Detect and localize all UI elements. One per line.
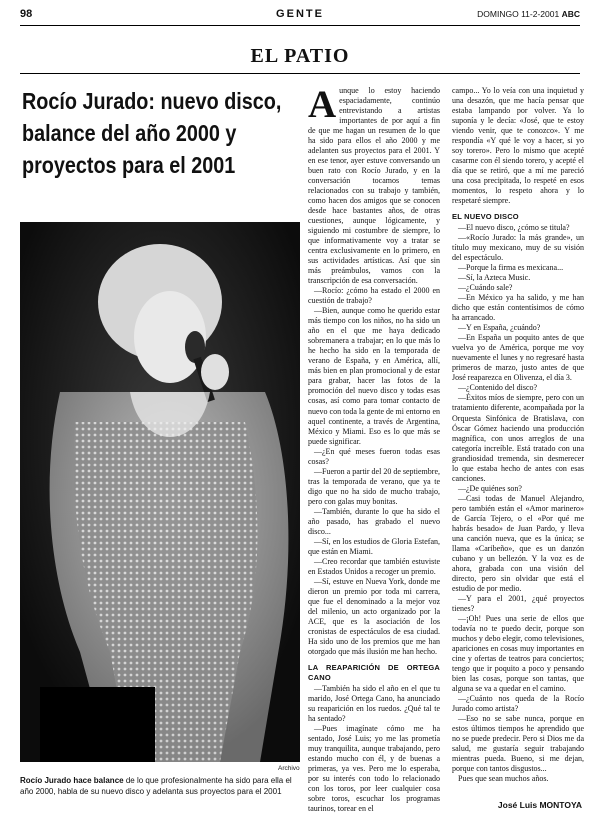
- article-paragraph: —Porque la firma es mexicana...: [458, 263, 564, 273]
- subheading: LA REAPARICIÓN DE ORTEGA CANO: [308, 662, 440, 682]
- author-byline: José Luis MONTOYA: [497, 800, 582, 810]
- article-paragraph: Pues que sean muchos años.: [458, 774, 549, 784]
- article-paragraph: —¡Oh! Pues una serie de ellos que todavía no te puedo decir, porque son muchos y debo elegir, como televisiones, apariciones en cosas muy importantes en cine y ofertas de teatros para conciertos; tengo que ir poquito a poco y pensando bien las cosas, porque son tantas, que alguna se va a quedar en el camino.: [452, 613, 584, 693]
- headline-line: proyectos para el 2001: [22, 152, 236, 178]
- article-paragraph: —En España un poquito antes de que vuelva yo de América, porque me voy nuevamente el lunes y no regresaré hasta primeros de marzo, justo antes de que José reaparezca en Olivenza, el día 3.: [452, 333, 584, 383]
- article-paragraph: —Casi todas de Manuel Alejandro, pero también están el «Amor marinero» de García Tejero, o el «Por qué me habrás besado» de Juan Pardo, y lleva una canción nueva, que es la única; se llama «Caribeño», que es un danzón cubano y un bellezón. Y la voz es de ahora, grabada con una visión del directo, pero sin olvidar que está el estudio de por medio.: [452, 493, 584, 593]
- article-column-1: [308, 83, 440, 814]
- photo-caption: Rocío Jurado hace balance de lo que profesionalmente ha sido para ella el año 2000, habla de su nuevo disco y adelanta sus proyectos para el 2001: [20, 776, 292, 796]
- article-paragraph: —¿Contenido del disco?: [458, 383, 538, 393]
- paper-name: ABC: [561, 9, 580, 19]
- article-paragraph: —Éxitos míos de siempre, pero con un tratamiento diferente, acompañada por la Orquesta Sinfónica de Bratislava, con Óscar Gómez haciendo una producción magnífica, con unos arreglos de una categoría increíble. Está tratado con una grandiosidad tremenda, sin desmerecer lo que estaba hecho de antes con esas canciones.: [452, 393, 584, 483]
- headline-line: Rocío Jurado: nuevo disco,: [22, 88, 282, 114]
- article-paragraph: —Creo recordar que también estuviste en Estados Unidos a recoger un premio.: [308, 556, 440, 576]
- drop-cap: A: [308, 83, 337, 126]
- page-number: 98: [20, 8, 33, 20]
- article-paragraph: —También ha sido el año en el que tu marido, José Ortega Cano, ha anunciado su reaparición en los ruedos. ¿Qué tal te ha sentado?: [308, 683, 440, 723]
- article-paragraph: —El nuevo disco, ¿cómo se titula?: [458, 223, 570, 233]
- article-paragraph: —«Rocío Jurado: la más grande», un título muy mexicano, muy de su visión del espectáculo.: [452, 233, 584, 263]
- article-paragraph: —Fueron a partir del 20 de septiembre, tras la temporada de verano, que ya te digo que no ha sido de mucho trabajo, pero con galas muy bonitas.: [308, 466, 440, 506]
- article-paragraph: —En México ya ha salido, y me han dicho que están contentísimos de cómo ha arrancado.: [452, 293, 584, 323]
- article-paragraph: —Bien, aunque como he querido estar más tiempo con los niños, no ha sido un año en el que me haya dedicado sobremanera a trabajar; en lo que más lo he hecho ha sido en la temporada de verano de España, y en América, allí, más bien en plan promocional y de estar para grabar, hacer las fotos de la promoción del nuevo disco y todas esas cosas, así como para tomar contacto de nuevo con toda la gente de mi entorno en aquel continente, a través de Argentina, México y Miami. Eso es lo que más se puede significar.: [308, 306, 440, 446]
- section-title: EL PATIO: [250, 45, 350, 67]
- article-paragraph: —Y en España, ¿cuándo?: [458, 323, 541, 333]
- subheading: EL NUEVO DISCO: [452, 212, 519, 222]
- section-divider: [20, 73, 580, 74]
- article-column-2: [452, 86, 584, 784]
- article-paragraph: —Sí, en los estudios de Gloria Estefan, que están en Miami.: [308, 536, 440, 556]
- singer-photo-illustration: [20, 222, 300, 762]
- article-paragraph: —¿Cuánto nos queda de la Rocío Jurado como artista?: [452, 693, 584, 713]
- article-paragraph: —¿De quiénes son?: [458, 483, 522, 493]
- article-paragraph: —Pues imagínate cómo me ha sentado, José Luis; yo me las prometía muy tranquilita, aunque trabajando, pero estando mucho con él, y de buenas a primeras, ya ves. Pero me lo esperaba, por su interés con todo lo relacionado con los toros, por leer cualquier cosa sobre toros, escuchar los programas taurinos, torear en el: [308, 723, 440, 814]
- article-paragraph: —Sí, la Azteca Music.: [458, 273, 531, 283]
- photo-credit: Archivo: [278, 765, 300, 772]
- article-paragraph: —Y para el 2001, ¿qué proyectos tienes?: [452, 593, 584, 613]
- article-paragraph: —¿En qué meses fueron todas esas cosas?: [308, 446, 440, 466]
- headline-line: balance del año 2000 y: [22, 120, 237, 146]
- article-paragraph: campo... Yo lo veía con una inquietud y una desazón, que me hacía pensar que estaba lampando por volver. Ya lo suponía y le decía: «José, que te estoy viendo venir, que te conozco». Y me respondía «Y qué le voy a hacer, si yo soy torero». Pero lo mismo que acepté casarme con él siendo torero, y acepté el día que se retiró, que a mí me pareció una cosa precipitada, lo respeté en esos momentos, lo respeto ahora y lo respetaré siempre.: [452, 86, 584, 206]
- article-paragraph: —Eso no se sabe nunca, porque en estos últimos tiempos he aprendido que no se puede predecir. Pero si Dios me da salud, me gustaría seguir trabajando mientras pueda. Bueno, si me dejan, porque con tantos disgustos...: [452, 713, 584, 774]
- article-paragraph: —También, durante lo que ha sido el año pasado, has grabado el nuevo disco...: [308, 506, 440, 536]
- article-paragraph: —Sí, estuve en Nueva York, donde me dieron un premio por toda mi carrera, que fue el denominado a la mejor voz del milenio, un acto organizado por la ACE, que es la asociación de los cronistas de espectáculos de esa ciudad. Ha sido uno de los premios que me han otorgado que más ilusión me han hecho.: [308, 576, 440, 656]
- article-paragraph: —Rocío: ¿cómo ha estado el 2000 en cuestión de trabajo?: [308, 286, 440, 306]
- issue-date: DOMINGO 11-2-2001 ABC: [477, 9, 580, 19]
- singer-photo: [20, 222, 300, 762]
- headline: [22, 85, 280, 181]
- page-header: [20, 8, 580, 26]
- section-label: GENTE: [276, 8, 324, 20]
- article-paragraph: —¿Cuándo sale?: [458, 283, 513, 293]
- article-paragraph: Aunque lo estoy haciendo espaciadamente, continúo entrevistando a artistas importantes de por aquí a fin de que me hagan un resumen de lo que ha sido para ellos el año 2000 y me adelanten sus proyectos para el 2001. Y en ese tenor, ayer estuve conversando un buen rato con Rocío Jurado, y en la conversación tocamos temas relacionados con su trabajo y también, como hacen dos amigos que se conocen desde hace bastantes años, de otras cuestiones, aunque lógicamente, y siguiendo mi costumbre de siempre, lo que informativamente voy a tratar se centra exclusivamente en lo primero, en sus actividades artísticas. Así que sin más preámbulos, vamos con la transcripción de esa conversación.: [308, 83, 440, 286]
